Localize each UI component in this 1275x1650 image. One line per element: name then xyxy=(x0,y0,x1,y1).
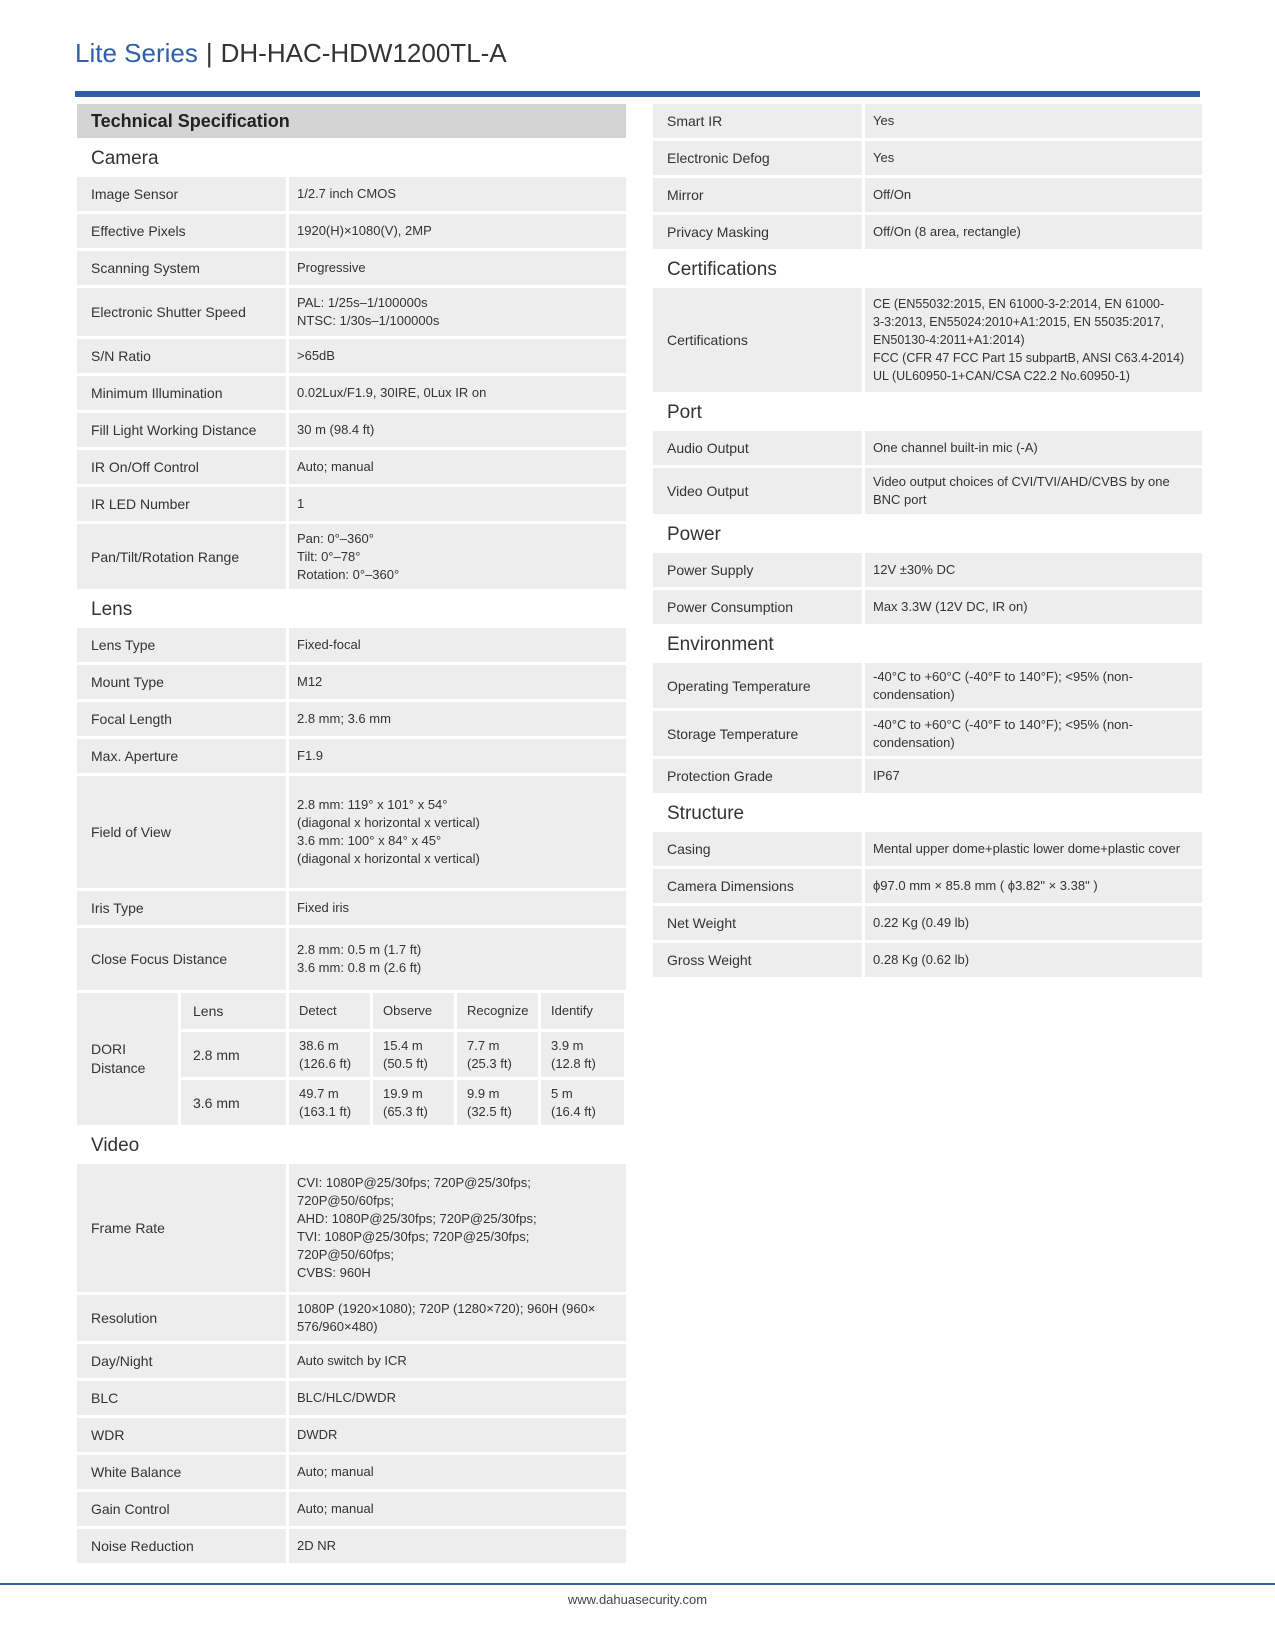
spec-value: -40°C to +60°C (-40°F to 140°F); <95% (non- condensation) xyxy=(865,711,1202,756)
spec-label: WDR xyxy=(77,1418,286,1452)
spec-row xyxy=(653,711,1202,756)
spec-value: Auto switch by ICR xyxy=(289,1344,626,1378)
section-structure: Structure xyxy=(667,803,745,824)
spec-label: Lens Type xyxy=(77,628,286,662)
spec-row xyxy=(77,413,626,447)
spec-value: One channel built-in mic (-A) xyxy=(865,431,1202,465)
spec-row xyxy=(77,1492,626,1526)
spec-value: Fixed-focal xyxy=(289,628,626,662)
spec-row xyxy=(77,214,626,248)
spec-row xyxy=(653,215,1202,249)
spec-row xyxy=(653,943,1202,977)
spec-row xyxy=(653,468,1202,514)
spec-value: BLC/HLC/DWDR xyxy=(289,1381,626,1415)
spec-row xyxy=(77,1529,626,1563)
spec-value: CVI: 1080P@25/30fps; 720P@25/30fps; 720P@50/60fps; AHD: 1080P@25/30fps; 720P@25/30fps; TVI: 1080P@25/30fps; 720P@25/30fps; 720P@50/60fps; CVBS: 960H xyxy=(289,1164,626,1292)
spec-row xyxy=(653,832,1202,866)
spec-label: Electronic Shutter Speed xyxy=(77,288,286,336)
dori-header-cell: Identify xyxy=(541,993,624,1029)
spec-label: IR On/Off Control xyxy=(77,450,286,484)
spec-label: BLC xyxy=(77,1381,286,1415)
spec-label: Focal Length xyxy=(77,702,286,736)
spec-row xyxy=(77,1381,626,1415)
spec-row xyxy=(77,628,626,662)
spec-value: 0.02Lux/F1.9, 30IRE, 0Lux IR on xyxy=(289,376,626,410)
spec-value: Fixed iris xyxy=(289,891,626,925)
spec-row xyxy=(77,1295,626,1341)
spec-row xyxy=(77,251,626,285)
spec-label: Casing xyxy=(653,832,862,866)
spec-value: DWDR xyxy=(289,1418,626,1452)
spec-label: Scanning System xyxy=(77,251,286,285)
spec-value: Video output choices of CVI/TVI/AHD/CVBS by one BNC port xyxy=(865,468,1202,514)
spec-label: Storage Temperature xyxy=(653,711,862,756)
dori-cell: 2.8 mm xyxy=(181,1032,286,1077)
page-header xyxy=(75,38,507,69)
dori-header-cell: Lens xyxy=(181,993,286,1029)
spec-row xyxy=(77,339,626,373)
spec-value: Off/On xyxy=(865,178,1202,212)
spec-value: 0.22 Kg (0.49 lb) xyxy=(865,906,1202,940)
spec-label: Audio Output xyxy=(653,431,862,465)
section-power: Power xyxy=(667,524,721,545)
spec-label: Gross Weight xyxy=(653,943,862,977)
dori-cell: 38.6 m (126.6 ft) xyxy=(289,1032,370,1077)
dori-cell: 7.7 m (25.3 ft) xyxy=(457,1032,538,1077)
spec-row xyxy=(77,450,626,484)
spec-row xyxy=(77,739,626,773)
spec-value: 2.8 mm: 0.5 m (1.7 ft) 3.6 mm: 0.8 m (2.6 ft) xyxy=(289,928,626,990)
spec-label: Net Weight xyxy=(653,906,862,940)
dori-header-row xyxy=(181,993,624,1029)
spec-value: Yes xyxy=(865,104,1202,138)
spec-label: Gain Control xyxy=(77,1492,286,1526)
spec-label: Minimum Illumination xyxy=(77,376,286,410)
dori-cell: 5 m (16.4 ft) xyxy=(541,1080,624,1125)
model-name: DH-HAC-HDW1200TL-A xyxy=(220,38,507,68)
spec-label: Fill Light Working Distance xyxy=(77,413,286,447)
section-certifications: Certifications xyxy=(667,259,777,280)
spec-label: IR LED Number xyxy=(77,487,286,521)
spec-label: Mount Type xyxy=(77,665,286,699)
series-name: Lite Series xyxy=(75,38,198,68)
spec-value: -40°C to +60°C (-40°F to 140°F); <95% (non- condensation) xyxy=(865,663,1202,708)
spec-value: 1080P (1920×1080); 720P (1280×720); 960H (960× 576/960×480) xyxy=(289,1295,626,1341)
spec-label: Effective Pixels xyxy=(77,214,286,248)
spec-row xyxy=(653,288,1202,392)
spec-value: 1 xyxy=(289,487,626,521)
spec-value: IP67 xyxy=(865,759,1202,793)
spec-label: Power Supply xyxy=(653,553,862,587)
header-divider xyxy=(75,91,1200,97)
dori-cell: 3.6 mm xyxy=(181,1080,286,1125)
spec-row xyxy=(77,376,626,410)
spec-label: Image Sensor xyxy=(77,177,286,211)
spec-row xyxy=(653,104,1202,138)
spec-row xyxy=(77,702,626,736)
spec-value: F1.9 xyxy=(289,739,626,773)
spec-row xyxy=(653,759,1202,793)
spec-value: CE (EN55032:2015, EN 61000-3-2:2014, EN 61000- 3-3:2013, EN55024:2010+A1:2015, EN 55035:2017, EN50130-4:2011+A1:2014) FCC (CFR 47 FCC Part 15 subpartB, ANSI C63.4-2014) UL (UL60950-1+CAN/CSA C22.2 No.60950-1) xyxy=(865,288,1202,392)
spec-label: Smart IR xyxy=(653,104,862,138)
dori-cell: 49.7 m (163.1 ft) xyxy=(289,1080,370,1125)
spec-row xyxy=(653,553,1202,587)
spec-row xyxy=(77,776,626,888)
section-camera: Camera xyxy=(91,148,159,169)
spec-label: Day/Night xyxy=(77,1344,286,1378)
header-separator: | xyxy=(205,38,213,68)
spec-column-left xyxy=(77,104,626,1566)
spec-value: >65dB xyxy=(289,339,626,373)
spec-row xyxy=(653,663,1202,708)
section-lens: Lens xyxy=(91,599,133,620)
dori-cell: 15.4 m (50.5 ft) xyxy=(373,1032,454,1077)
spec-label: S/N Ratio xyxy=(77,339,286,373)
section-environment: Environment xyxy=(667,634,774,655)
spec-row xyxy=(653,906,1202,940)
spec-value: 30 m (98.4 ft) xyxy=(289,413,626,447)
dori-cell: 19.9 m (65.3 ft) xyxy=(373,1080,454,1125)
spec-value: M12 xyxy=(289,665,626,699)
spec-row xyxy=(77,1455,626,1489)
spec-row xyxy=(653,141,1202,175)
spec-label: Video Output xyxy=(653,468,862,514)
spec-row xyxy=(77,524,626,589)
spec-label: Electronic Defog xyxy=(653,141,862,175)
spec-value: Max 3.3W (12V DC, IR on) xyxy=(865,590,1202,624)
dori-cell: 3.9 m (12.8 ft) xyxy=(541,1032,624,1077)
spec-column-right xyxy=(653,104,1202,980)
spec-label: Mirror xyxy=(653,178,862,212)
spec-label: White Balance xyxy=(77,1455,286,1489)
spec-label: Protection Grade xyxy=(653,759,862,793)
section-port: Port xyxy=(667,402,702,423)
spec-row xyxy=(77,665,626,699)
spec-row xyxy=(653,178,1202,212)
spec-value: ϕ97.0 mm × 85.8 mm ( ϕ3.82" × 3.38" ) xyxy=(865,869,1202,903)
spec-value: Yes xyxy=(865,141,1202,175)
spec-value: 2.8 mm; 3.6 mm xyxy=(289,702,626,736)
footer-website-link[interactable]: www.dahuasecurity.com xyxy=(567,1592,708,1607)
spec-label: Resolution xyxy=(77,1295,286,1341)
spec-value: 1920(H)×1080(V), 2MP xyxy=(289,214,626,248)
spec-row xyxy=(77,1344,626,1378)
spec-label: Pan/Tilt/Rotation Range xyxy=(77,524,286,589)
spec-value: 2D NR xyxy=(289,1529,626,1563)
spec-label: Certifications xyxy=(653,288,862,392)
spec-row xyxy=(653,869,1202,903)
spec-row xyxy=(77,177,626,211)
spec-label: Frame Rate xyxy=(77,1164,286,1292)
spec-row xyxy=(653,431,1202,465)
spec-value: 2.8 mm: 119° x 101° x 54° (diagonal x horizontal x vertical) 3.6 mm: 100° x 84° x 45° (diagonal x horizontal x vertical) xyxy=(289,776,626,888)
spec-label: Field of View xyxy=(77,776,286,888)
spec-label: Privacy Masking xyxy=(653,215,862,249)
spec-value: 12V ±30% DC xyxy=(865,553,1202,587)
dori-row xyxy=(181,1080,624,1125)
dori-distance-table xyxy=(77,993,626,1125)
spec-value: Auto; manual xyxy=(289,1492,626,1526)
dori-header-cell: Observe xyxy=(373,993,454,1029)
dori-header-cell: Detect xyxy=(289,993,370,1029)
spec-value: 0.28 Kg (0.62 lb) xyxy=(865,943,1202,977)
spec-value: PAL: 1/25s–1/100000s NTSC: 1/30s–1/100000s xyxy=(289,288,626,336)
footer-divider xyxy=(0,1583,1275,1585)
spec-label: Camera Dimensions xyxy=(653,869,862,903)
spec-title: Technical Specification xyxy=(77,104,626,138)
spec-row xyxy=(77,928,626,990)
spec-value: Auto; manual xyxy=(289,1455,626,1489)
spec-label: Iris Type xyxy=(77,891,286,925)
spec-row xyxy=(77,487,626,521)
spec-value: Progressive xyxy=(289,251,626,285)
spec-label: Power Consumption xyxy=(653,590,862,624)
spec-value: Mental upper dome+plastic lower dome+plastic cover xyxy=(865,832,1202,866)
spec-value: Off/On (8 area, rectangle) xyxy=(865,215,1202,249)
spec-label: Operating Temperature xyxy=(653,663,862,708)
spec-label: Max. Aperture xyxy=(77,739,286,773)
spec-label: Noise Reduction xyxy=(77,1529,286,1563)
dori-cell: 9.9 m (32.5 ft) xyxy=(457,1080,538,1125)
dori-row xyxy=(181,1032,624,1077)
spec-row xyxy=(653,590,1202,624)
spec-value: Auto; manual xyxy=(289,450,626,484)
spec-value: Pan: 0°–360° Tilt: 0°–78° Rotation: 0°–360° xyxy=(289,524,626,589)
spec-row xyxy=(77,288,626,336)
dori-label xyxy=(77,993,178,1125)
dori-grid xyxy=(181,993,624,1125)
spec-value: 1/2.7 inch CMOS xyxy=(289,177,626,211)
dori-header-cell: Recognize xyxy=(457,993,538,1029)
spec-row xyxy=(77,891,626,925)
dori-label-line: DORI xyxy=(91,1041,126,1057)
spec-row xyxy=(77,1418,626,1452)
section-video: Video xyxy=(91,1135,140,1156)
spec-label: Close Focus Distance xyxy=(77,928,286,990)
spec-row xyxy=(77,1164,626,1292)
dori-label-line: Distance xyxy=(91,1060,146,1076)
